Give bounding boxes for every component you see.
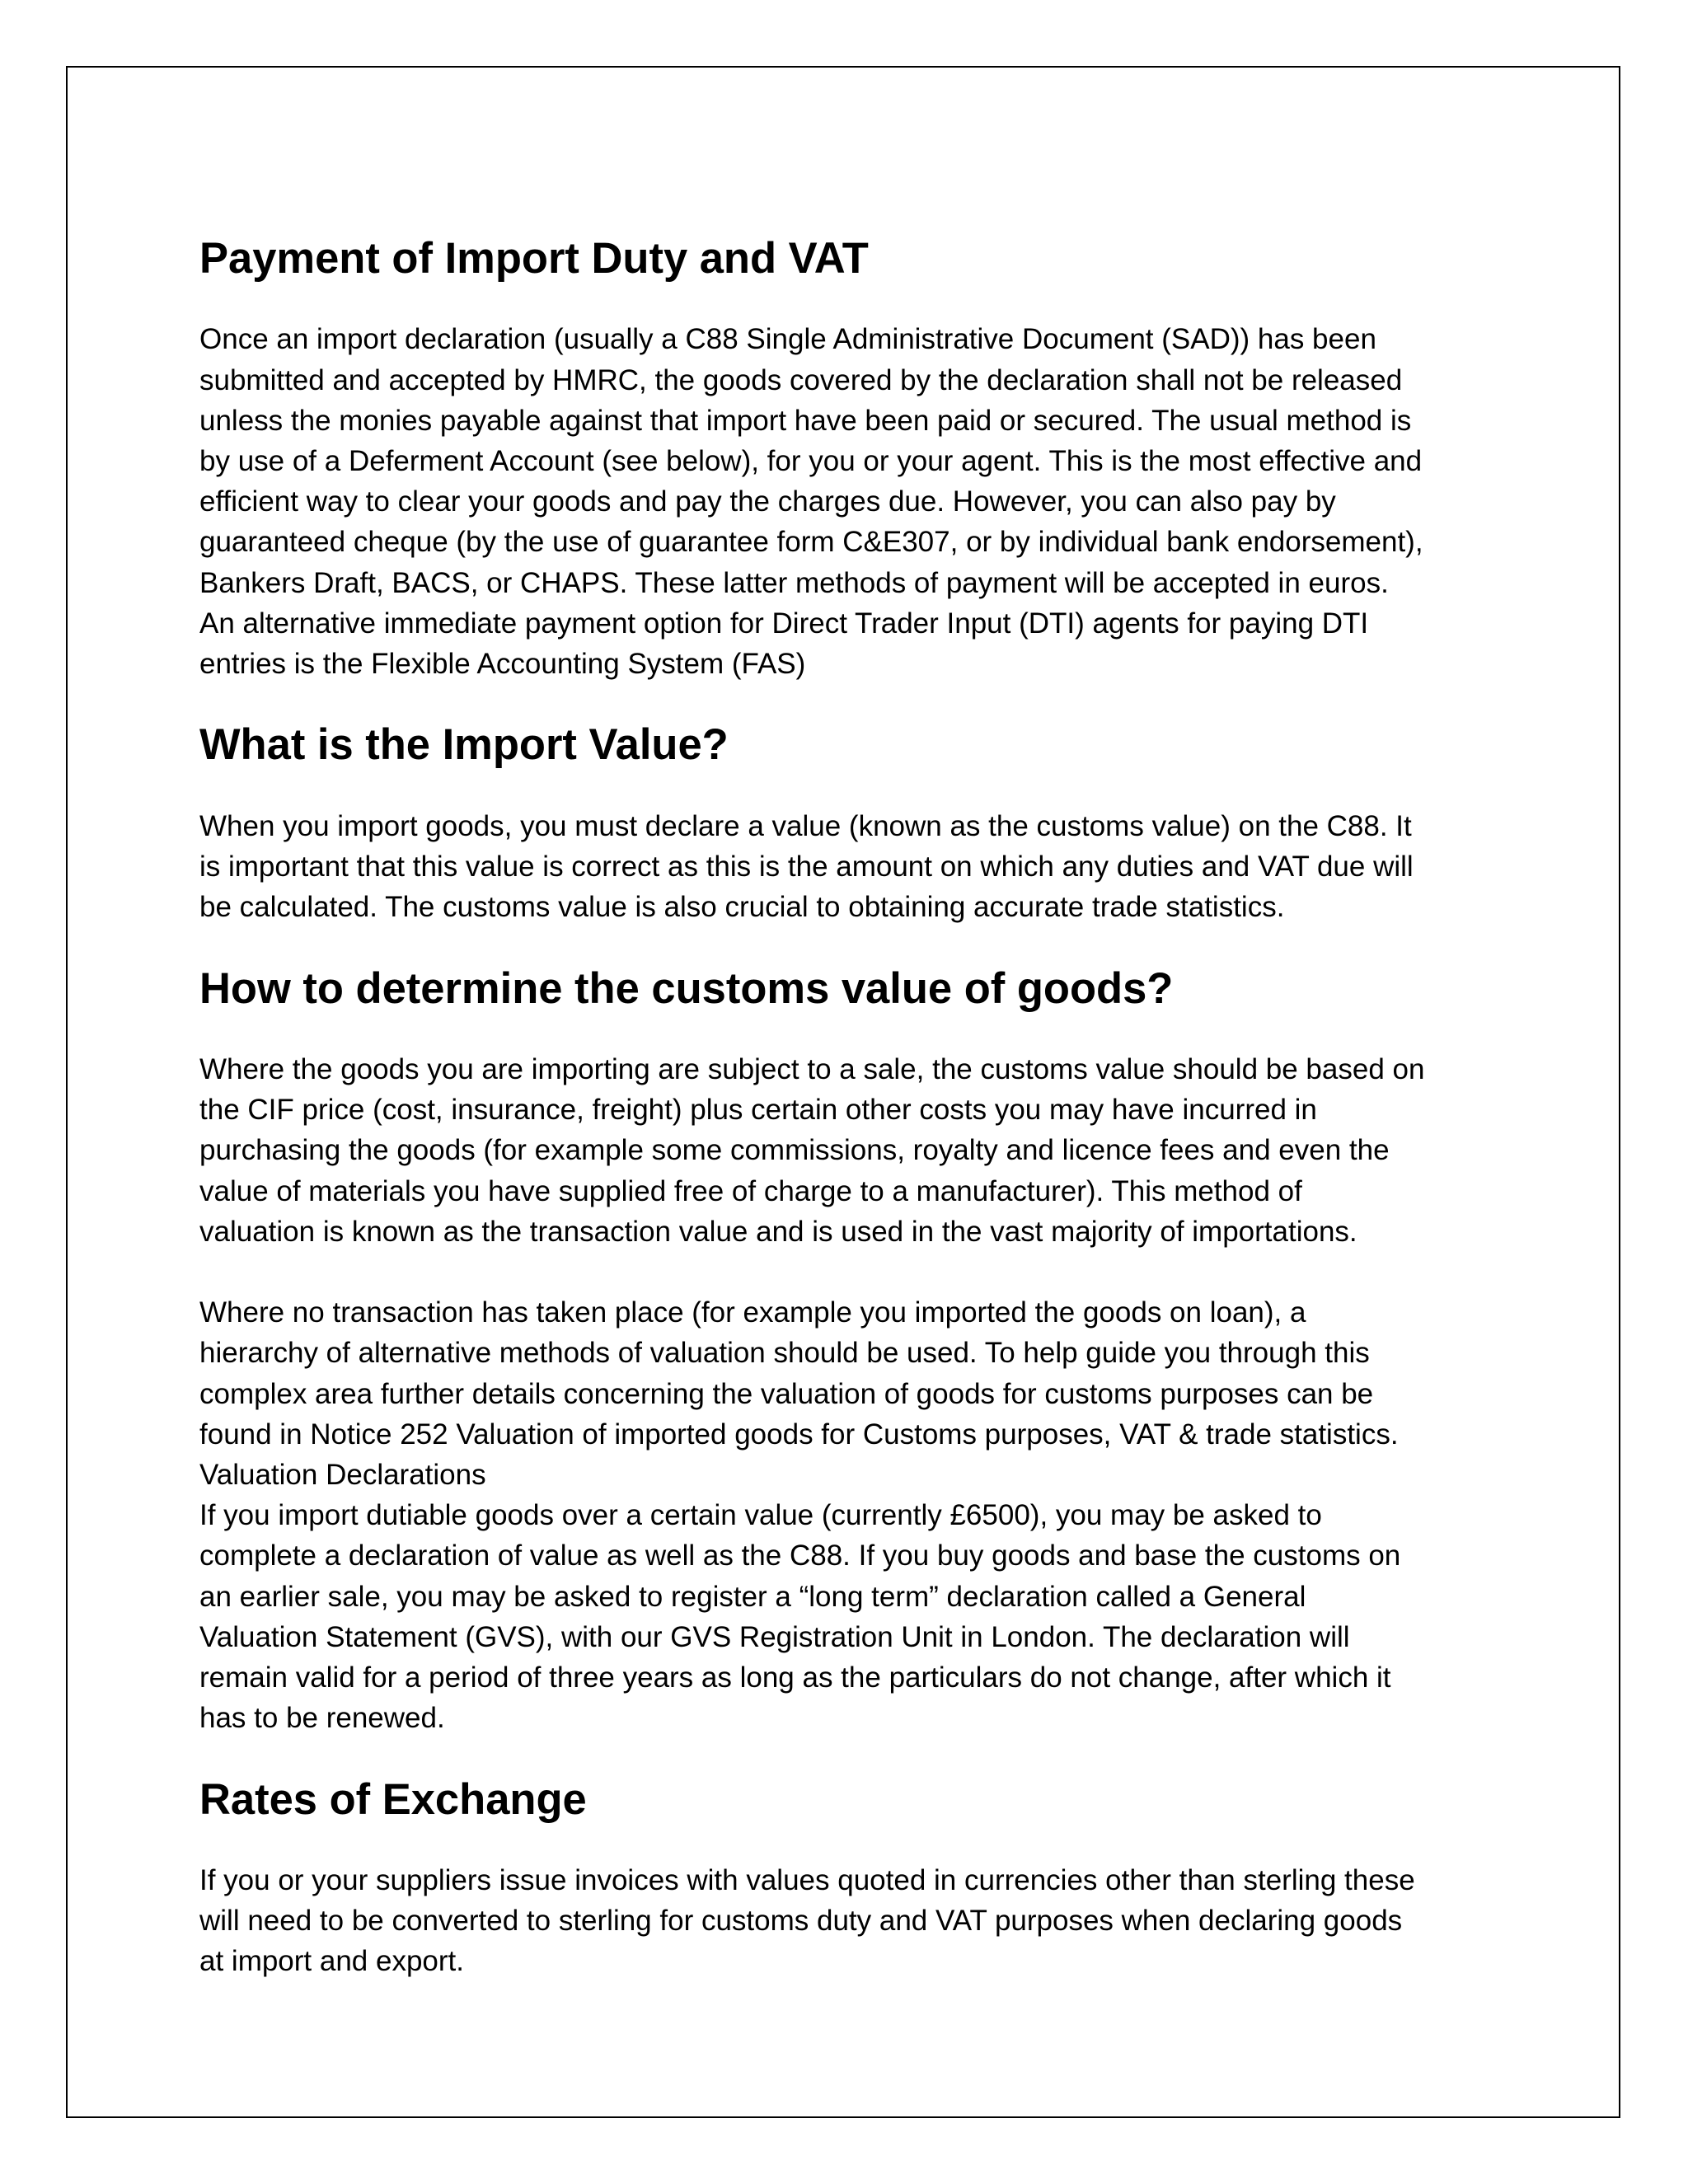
text-line: hierarchy of alternative methods of valuation should be used. To help guide you through this — [199, 1337, 1370, 1370]
paragraph — [199, 1292, 1510, 1738]
text-line: value of materials you have supplied free of charge to a manufacturer). This method of — [199, 1174, 1302, 1207]
text-line: be calculated. The customs value is also crucial to obtaining accurate trade statistics. — [199, 891, 1285, 924]
text-line: remain valid for a period of three years as long as the particulars do not change, after which it — [199, 1661, 1391, 1694]
text-line: unless the monies payable against that import have been paid or secured. The usual method is — [199, 404, 1412, 437]
text-line: will need to be converted to sterling for customs duty and VAT purposes when declaring goods — [199, 1905, 1403, 1938]
text-line: Valuation Statement (GVS), with our GVS Registration Unit in London. The declaration will — [199, 1620, 1350, 1653]
text-line: the CIF price (cost, insurance, freight) plus certain other costs you may have incurred in — [199, 1094, 1317, 1127]
text-line: Valuation Declarations — [199, 1459, 486, 1491]
text-line: at import and export. — [199, 1945, 464, 1978]
text-line: submitted and accepted by HMRC, the goods covered by the declaration shall not be released — [199, 363, 1403, 396]
text-line: Where no transaction has taken place (for example you imported the goods on loan), a — [199, 1296, 1306, 1329]
text-line: valuation is known as the transaction value and is used in the vast majority of importations. — [199, 1215, 1357, 1248]
text-line: When you import goods, you must declare a value (known as the customs value) on the C88. It — [199, 809, 1412, 842]
text-line: purchasing the goods (for example some commissions, royalty and licence fees and even the — [199, 1134, 1390, 1167]
section-heading: What is the Import Value? — [199, 720, 729, 770]
section-heading: Rates of Exchange — [199, 1774, 587, 1824]
text-line: If you or your suppliers issue invoices with values quoted in currencies other than sterling these — [199, 1864, 1415, 1896]
text-line: efficient way to clear your goods and pay the charges due. However, you can also pay by — [199, 485, 1336, 518]
paragraph — [199, 1049, 1510, 1252]
text-line: an earlier sale, you may be asked to register a “long term” declaration called a General — [199, 1580, 1306, 1613]
text-line: Bankers Draft, BACS, or CHAPS. These latter methods of payment will be accepted in euros. — [199, 566, 1389, 599]
text-line: complete a declaration of value as well as the C88. If you buy goods and base the customs on — [199, 1540, 1401, 1572]
section-heading: How to determine the customs value of goods? — [199, 963, 1174, 1013]
text-line: If you import dutiable goods over a certain value (currently £6500), you may be asked to — [199, 1499, 1322, 1532]
text-line: Once an import declaration (usually a C88 Single Administrative Document (SAD)) has been — [199, 323, 1376, 356]
text-line: Where the goods you are importing are subject to a sale, the customs value should be based on — [199, 1052, 1425, 1085]
paragraph — [199, 806, 1510, 928]
text-line: entries is the Flexible Accounting System (FAS) — [199, 648, 806, 681]
text-line: guaranteed cheque (by the use of guarantee form C&E307, or by individual bank endorsement), — [199, 526, 1423, 559]
text-line: An alternative immediate payment option for Direct Trader Input (DTI) agents for paying DTI — [199, 607, 1369, 640]
text-line: has to be renewed. — [199, 1702, 445, 1735]
section-heading: Payment of Import Duty and VAT — [199, 234, 869, 283]
text-line: is important that this value is correct as this is the amount on which any duties and VAT due will — [199, 851, 1414, 883]
paragraph — [199, 319, 1510, 684]
text-line: by use of a Deferment Account (see below), for you or your agent. This is the most effective and — [199, 445, 1423, 477]
paragraph — [199, 1860, 1510, 1982]
document-body — [199, 234, 1510, 1982]
text-line: found in Notice 252 Valuation of imported goods for Customs purposes, VAT & trade statistics. — [199, 1418, 1399, 1451]
text-line: complex area further details concerning the valuation of goods for customs purposes can be — [199, 1377, 1374, 1410]
